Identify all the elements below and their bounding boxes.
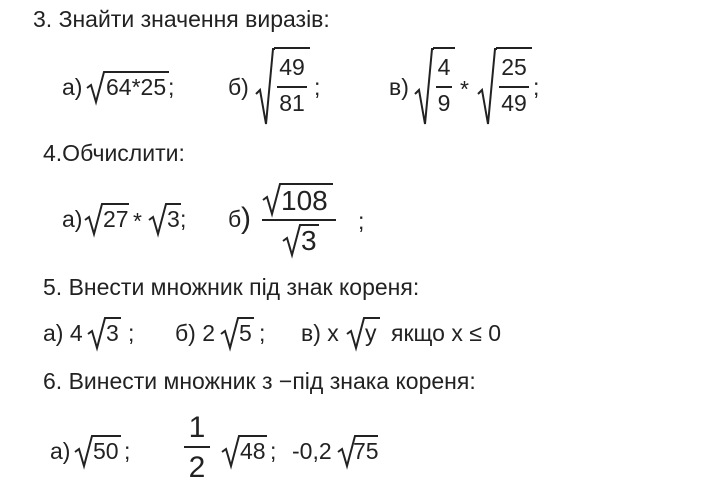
task3-b-vinculum — [274, 47, 310, 49]
task6-c-radicand: 75 — [353, 438, 379, 464]
task4-b-label-letter: б — [228, 206, 242, 232]
task3-c-operator: * — [460, 76, 469, 102]
task4-b-end: ; — [358, 208, 365, 234]
task5-a-radicand: 3 — [106, 320, 119, 346]
task3-c-end: ; — [533, 74, 540, 100]
task5-c-condition: якщо х ≤ 0 — [391, 320, 502, 346]
task4-heading: 4.Обчислити: — [43, 140, 185, 166]
task4-a-operator: * — [133, 208, 142, 234]
task5-c-label: в) х — [301, 320, 339, 346]
task4-a-radicand-1: 27 — [103, 206, 129, 232]
task3-c-fraction-bar-2 — [499, 86, 529, 88]
task3-a-label: а) — [62, 74, 83, 100]
task5-c-radical-sign — [346, 316, 366, 350]
task3-a-end: ; — [168, 74, 175, 100]
task6-a-vinculum — [93, 435, 121, 437]
task4-b-numerator: 108 — [281, 185, 328, 216]
task5-a-radical-sign — [87, 316, 107, 350]
task5-a-vinculum — [106, 317, 121, 319]
task6-heading: 6. Винести множник з −під знака кореня: — [43, 368, 476, 394]
task6-a-end: ; — [124, 438, 131, 464]
task3-heading: 3. Знайти значення виразів: — [33, 6, 330, 32]
task3-a-radical-sign — [86, 70, 106, 104]
task6-fraction-denominator: 2 — [188, 451, 206, 484]
task4-a-vinculum-1 — [103, 203, 129, 205]
task6-b-radical-sign — [221, 434, 241, 468]
task3-a-radicand: 64*25 — [106, 74, 167, 100]
task3-c-radical-sign-2 — [477, 46, 497, 126]
task3-c-numerator-1: 4 — [437, 54, 451, 80]
task5-b-radical-sign — [220, 316, 240, 350]
task5-b-label: б) 2 — [175, 320, 216, 346]
task4-b-label-paren: ) — [241, 202, 251, 235]
task5-b-vinculum — [239, 317, 254, 319]
task4-b-radical-sign-num — [262, 182, 282, 216]
task4-a-end: ; — [180, 206, 187, 232]
task6-a-radicand: 50 — [93, 438, 119, 464]
task6-a-label: а) — [50, 438, 71, 464]
task3-b-fraction-bar — [277, 86, 307, 88]
task6-fraction-bar — [184, 446, 210, 448]
task3-c-fraction-bar-1 — [436, 86, 452, 88]
task4-a-radical-sign-1 — [84, 202, 104, 236]
task3-c-denominator-1: 9 — [437, 90, 451, 116]
task3-c-radical-sign-1 — [414, 46, 434, 126]
task3-a-vinculum — [105, 71, 169, 73]
task5-b-end: ; — [259, 320, 266, 346]
task5-c-radicand: у — [365, 320, 377, 346]
task6-b-radicand: 48 — [240, 438, 266, 464]
task5-c-vinculum — [365, 317, 380, 319]
task3-c-label: в) — [389, 74, 409, 100]
task3-c-vinculum-1 — [433, 47, 455, 49]
task6-c-vinculum — [356, 435, 378, 437]
task4-b-denominator: 3 — [301, 225, 317, 256]
task4-a-radical-sign-2 — [148, 202, 168, 236]
task3-b-radical-sign — [255, 46, 275, 126]
task4-a-radicand-2: 3 — [167, 206, 180, 232]
task4-b-fraction-bar — [262, 219, 336, 221]
task3-c-denominator-2: 49 — [501, 90, 527, 116]
task6-fraction-numerator: 1 — [188, 411, 206, 444]
task5-heading: 5. Внести множник під знак кореня: — [43, 274, 420, 300]
task6-b-end: ; — [270, 438, 277, 464]
task3-b-end: ; — [314, 74, 321, 100]
task4-a-vinculum-2 — [167, 203, 181, 205]
task5-a-end: ; — [128, 320, 135, 346]
task4-b-radical-sign-den — [282, 223, 302, 257]
task3-b-label: б) — [228, 74, 249, 100]
task4-a-label: а) — [62, 206, 83, 232]
task6-a-radical-sign — [74, 434, 94, 468]
task5-a-label: а) 4 — [43, 320, 83, 346]
task6-b-vinculum — [240, 435, 267, 437]
task3-b-numerator: 49 — [279, 54, 305, 80]
task3-c-vinculum-2 — [496, 47, 532, 49]
task6-c-coefficient: -0,2 — [292, 438, 332, 464]
task3-b-denominator: 81 — [279, 90, 305, 116]
task3-c-numerator-2: 25 — [501, 54, 527, 80]
task5-b-radicand: 5 — [239, 320, 252, 346]
